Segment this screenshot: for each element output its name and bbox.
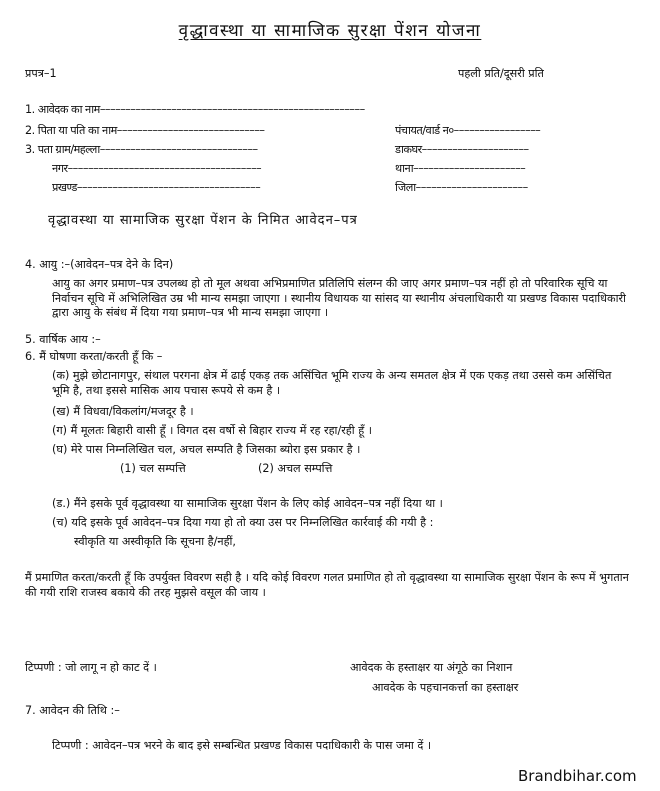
- note-submission: टिप्पणी : आवेदन–पत्र भरने के बाद इसे सम्बन्धित प्रखण्ड विकास पदाधिकारी के पास जमा दें ।: [52, 739, 432, 752]
- declaration-d: (ड.) मैंने इसके पूर्व वृद्धावस्था या सामाजिक सुरक्षा पेंशन के लिए कोई आवेदन–पत्र नहीं दिया था ।: [52, 497, 443, 510]
- declaration-label: 6. मैं घोषणा करता/करती हूँ कि –: [25, 350, 163, 363]
- declaration-ch-status: स्वीकृति या अस्वीकृति कि सूचना है/नहीं,: [74, 535, 236, 548]
- page-title: वृद्धावस्था या सामाजिक सुरक्षा पेंशन योजना: [178, 21, 482, 41]
- age-instructions: आयु का अगर प्रमाण–पत्र उपलब्ध हो तो मूल अथवा अभिप्रमाणित प्रतिलिपि संलग्न की जाए अगर प्रमाण–पत्र नहीं हो तो परिवारिक सूचि या निर्वाचन सूचि में अभिलिखित उम्र भी मान्य समझा जाएगा । स्थानीय विधायक या सांसद या स्थानीय अंचलाधिकारी या प्रखण्ड विकास पदाधिकारी द्वारा आयु के संबंध में दिया गया प्रमाण–पत्र भी मान्य समझा जाएगा ।: [52, 277, 626, 320]
- applicant-signature-label: आवेदक के हस्ताक्षर या अंगूठे का निशान: [350, 661, 513, 674]
- field-town: नगर––––––––––––––––––––––––––––––––––––––: [52, 162, 262, 175]
- field-police-station: थाना––––––––––––––––––––––: [395, 162, 526, 175]
- declaration-g: (ग) मैं मूलतः बिहारी वासी हूँ । विगत दस वर्षो से बिहार राज्य में रह रहा/रही हूँ ।: [52, 424, 372, 437]
- declaration-ch: (च) यदि इसके पूर्व आवेदन–पत्र दिया गया हो तो क्या उस पर निम्नलिखित कार्रवाई की गयी है :: [52, 516, 434, 529]
- watermark: Brandbihar.com: [518, 767, 637, 785]
- field-district: जिला––––––––––––––––––––––: [395, 181, 528, 194]
- declaration-gh: (घ) मेरे पास निम्नलिखित चल, अचल सम्पति है जिसका ब्योरा इस प्रकार है ।: [52, 443, 361, 456]
- certification-text: मैं प्रमाणित करता/करती हूँ कि उपर्युक्त विवरण सही है । यदि कोई विवरण गलत प्रमाणित हो तो वृद्धावस्था या सामाजिक सुरक्षा पेंशन के रूप में भुगतान की गयी राशि राजस्व बकाये की तरह मुझसे वसूल की जाय ।: [25, 571, 629, 599]
- section-subtitle: वृद्धावस्था या सामाजिक सुरक्षा पेंशन के निमित आवेदन–पत्र: [48, 213, 358, 228]
- field-applicant-name: 1. आवेदक का नाम––––––––––––––––––––––––––––––––––––––––––––––––––––: [25, 103, 365, 116]
- copy-label: पहली प्रति/दूसरी प्रति: [458, 67, 544, 80]
- field-panchayat-ward: पंचायत/वार्ड न०–––––––––––––––––: [395, 124, 541, 137]
- application-date-label: 7. आवेदन की तिथि :–: [25, 704, 120, 717]
- note-strike-inapplicable: टिप्पणी : जो लागू न हो काट दें ।: [25, 661, 157, 674]
- movable-property: (1) चल सम्पत्ति: [120, 462, 186, 475]
- income-label: 5. वार्षिक आय :–: [25, 333, 101, 346]
- field-father-name: 2. पिता या पति का नाम–––––––––––––––––––––––––––––: [25, 124, 265, 137]
- identifier-signature-label: आवदेक के पहचानकर्त्ता का हस्ताक्षर: [372, 681, 519, 694]
- declaration-kh: (ख) मैं विधवा/विकलांग/मजदूर है ।: [52, 405, 194, 418]
- field-block: प्रखण्ड––––––––––––––––––––––––––––––––––––: [52, 181, 261, 194]
- age-label: 4. आयु :–(आवेदन–पत्र देने के दिन): [25, 258, 174, 271]
- field-address-village: 3. पता ग्राम/महल्ला–––––––––––––––––––––––––––––––: [25, 143, 258, 156]
- form-number: प्रपत्र–1: [25, 67, 57, 80]
- declaration-k: (क) मुझे छोटानागपुर, संथाल परगना क्षेत्र में ढाई एकड़ तक असिंचित भूमि राज्य के अन्य समतल क्षेत्र में एक एकड़ तथा उससे कम असिंचित भूमि है, तथा इससे मासिक आय पचास रूपये से कम है ।: [52, 369, 612, 397]
- field-post-office: डाकघर–––––––––––––––––––––: [395, 143, 529, 156]
- immovable-property: (2) अचल सम्पत्ति: [258, 462, 333, 475]
